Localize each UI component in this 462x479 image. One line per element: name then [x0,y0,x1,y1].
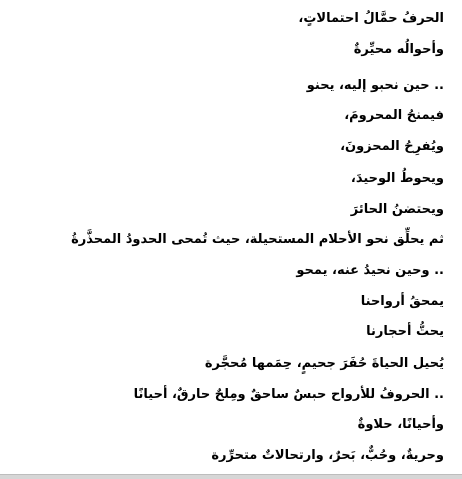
poem-line: وحريةٌ، وحُبٌّ، بَحرٌ، وارتحالاتٌ متحرِّرة [211,448,444,463]
poem-line: ويحوطُ الوحيدَ، [350,171,444,186]
poem-line: .. وحين نحيدُ عنه، يمحو [296,263,444,278]
poem-line: ويُفرِحُ المحزونَ، [340,139,444,154]
poem-line: يحتُّ أحجارنا [366,324,444,339]
poem-line: .. حين نحبو إليه، يحنو [306,78,444,93]
poem-line: الحرفُ حمَّالُ احتمالاتٍ، [298,11,444,26]
poem-line: ويحتضنُ الحائرَ [350,202,444,217]
poem-line: يُحيل الحياةَ حُفَرَ جحيمٍ، حِمَمها مُحجَّرة [204,356,444,371]
poem-line: وأحيانًا، حلاوةٌ [357,417,444,432]
poem-line: يمحقُ أرواحنا [360,294,444,309]
bottom-scrollbar-track [0,474,462,479]
poem-line: .. الحروفُ للأرواح حبسٌ ساحقٌ ومِلحٌ حارقٌ، أحيانًا [133,387,444,402]
poem-line: ثم يحلِّق نحو الأحلام المستحيلة، حيث تُمحى الحدودُ المحذَّرةُ [71,232,444,247]
poem-line: فيمنحُ المحرومَ، [344,108,444,123]
poem-line: وأحوالُه محيِّرةٌ [353,42,444,57]
